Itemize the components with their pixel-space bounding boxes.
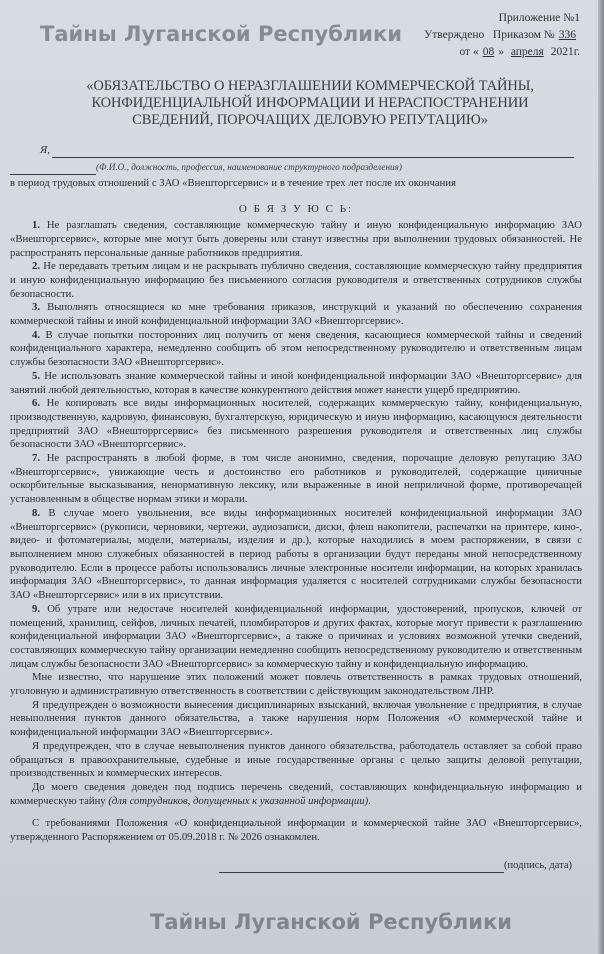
obligation-item [10, 452, 582, 507]
fio-line [10, 161, 582, 175]
appendix-label: Приложение №1 [498, 12, 580, 24]
warned-employer-paragraph: Я предупрежден, что в случае невыполнения пунктов данного обязательства, работодатель оставляет за собой право обращаться в правоохранительные, судебные и иные государственные органы с целью защиты деловой репутации, производственных и коммерческих интересов. [10, 739, 582, 780]
approval-block [424, 10, 580, 61]
signature-row [10, 858, 582, 873]
obligation-item [10, 507, 582, 603]
approval-date-line [424, 44, 580, 61]
obligation-text: В случае попытки посторонних лиц получить от меня сведения, касающиеся коммерческой тайны и сведений конфиденциального характера, немедленно сообщить об этом непосредственному руководителю и ответственным лицам службы безопасности ЗАО «Внешторгсервис». [10, 328, 583, 369]
obligation-item [10, 397, 582, 452]
informed-end: . [368, 794, 371, 807]
title-line-2: КОНФИДЕНЦИАЛЬНОЙ ИНФОРМАЦИИ И НЕРАСПОСТРАНЕНИИ [91, 95, 529, 111]
obligation-number: 7. [32, 452, 41, 465]
document-body [10, 143, 582, 873]
ya-label: Я, [40, 144, 50, 157]
acquainted-paragraph: С требованиями Положения «О конфиденциальной информации и коммерческой тайне ЗАО «Внешторгсервис», утвержденного Распоряжением от 05.09.2018 г. № 2026 ознакомлен. [10, 817, 582, 844]
approved-label: Утверждено [424, 29, 485, 41]
title-line-1: «ОБЯЗАТЕЛЬСТВО О НЕРАЗГЛАШЕНИИ КОММЕРЧЕСКОЙ ТАЙНЫ, [86, 78, 534, 94]
obligation-text: Не передавать третьим лицам и не раскрывать публично сведения, составляющие коммерческую тайну предприятия и иную конфиденциальную информацию без письменного согласия руководителя и ответственных сотрудников службы безопасности. [10, 260, 583, 300]
watermark-top: Тайны Луганской Республики [40, 22, 402, 46]
obliges-heading: О Б Я З У Ю С Ь: [238, 203, 354, 216]
liability-paragraph: Мне известно, что нарушение этих положений может повлечь ответственность в рамках трудовых отношений, уголовную и административную ответственность в соответствии с действующим законодательством ЛНР. [10, 671, 582, 698]
obligation-item [10, 301, 582, 328]
fio-hint: (Ф.И.О., должность, профессия, наименование структурного подразделения) [96, 162, 402, 172]
obligation-number: 1. [32, 219, 41, 232]
period-text: в период трудовых отношений с ЗАО «Внешторгсервис» и в течение трех лет после их окончания [10, 176, 456, 189]
date-year: 2021г. [550, 46, 580, 58]
signature-blank-field[interactable] [219, 858, 504, 873]
order-number: 336 [558, 29, 576, 41]
date-month: апреля [510, 46, 544, 58]
obligation-number: 5. [32, 369, 41, 382]
signature-hint: (подпись, дата) [504, 860, 572, 872]
watermark-bottom: Тайны Луганской Республики [150, 910, 512, 934]
document-title [40, 78, 580, 129]
obligations-list [10, 219, 582, 671]
obligation-text: Не распространять в любой форме, в том числе анонимно, сведения, порочащие деловую репутацию ЗАО «Внешторгсервис», унижающие честь и достоинство его работников и руководителей, содержащие циничные оскорбительные высказывания, ненормативную лексику, или выраженные в иной неприличной форме, противоречащей установленным в обществе нормам этики и морали. [10, 452, 583, 506]
obligation-text: Не разглашать сведения, составляющие коммерческую тайну и иную конфиденциальную информацию ЗАО «Внешторгсервис», которые мне могут быть доверены или станут известны при выполнении трудовых обязанностей. Не распространять персональные данные работников предприятия. [10, 219, 582, 259]
order-label: Приказом № [492, 29, 555, 41]
informed-paragraph [10, 781, 582, 808]
obligation-number: 6. [32, 397, 41, 410]
obligation-item [10, 329, 582, 370]
obligation-item [10, 370, 582, 397]
obligation-number: 2. [32, 260, 41, 273]
obligation-number: 8. [32, 506, 41, 519]
date-mid: » [498, 46, 504, 58]
name-line [40, 143, 582, 158]
informed-italic: (для сотрудников, допущенных к указанной информации) [108, 794, 369, 807]
name-blank-field[interactable] [52, 147, 574, 158]
informed-main: До моего сведения доведен под подпись перечень сведений, составляющих конфиденциальную информацию и коммерческую тайну [10, 780, 582, 807]
obligation-text: Выполнять относящиеся ко мне требования приказов, инструкций и указаний по обеспечению сохранения коммерческой тайны и иной конфиденциальной информации ЗАО «Внешторгсервис». [10, 301, 583, 328]
page-edge-shadow [598, 0, 604, 954]
date-day: 08 [482, 46, 495, 58]
title-line-3: СВЕДЕНИЙ, ПОРОЧАЩИХ ДЕЛОВУЮ РЕПУТАЦИЮ» [132, 112, 488, 128]
obligation-text: Об утрате или недостаче носителей конфиденциальной информации, удостоверений, пропусков, ключей от помещений, хранилищ, сейфов, личных печатей, пломбираторов и других фактах, которые могут привести к разглашению конфиденциальной информации ЗАО «Внешторгсервис», а также о причинах и условиях возможной утечки сведений, составляющих коммерческую тайну организации немедленно сообщить непосредственному руководителю и ответственным лицам службы безопасности ЗАО «Внешторгсервис» за коммерческую тайну и конфиденциальную информацию. [10, 602, 583, 670]
obligation-text: В случае моего увольнения, все виды информационных носителей конфиденциальной информации ЗАО «Внешторгсервис» (рукописи, черновики, чертежи, аудиозаписи, диски, флеш накопители, распечатки на принтере, кино-, видео- и фотоматериалы, модели, материалы, изделия и др.), которые находились в моем распоряжении, в связи с выполнением мною служебных обязанностей в период работы в организации будут переданы мной непосредственному руководителю. Если в процессе работы использовались личные электронные носители информации, на которых хранилась информация ЗАО «Внешторгсервис», то данная информация удаляется с носителей сотрудниками службы безопасности ЗАО «Внешторгсервис» или в их присутствии. [10, 506, 582, 602]
obligation-number: 4. [32, 328, 41, 341]
warned-discipline-paragraph: Я предупрежден о возможности вынесения дисциплинарных взысканий, включая увольнение с предприятия, в случае невыполнения пунктов данного обязательства, а также нарушения норм Положения «О коммерческой тайне и конфиденциальной информации ЗАО «Внешторгсервис». [10, 698, 582, 739]
obligation-item [10, 603, 582, 672]
approval-order-line [424, 27, 580, 44]
obligation-number: 3. [32, 301, 41, 314]
obligation-item [10, 219, 582, 260]
obligation-text: Не использовать знание коммерческой тайны и иной конфиденциальной информации ЗАО «Внешторгсервис» для занятий любой деятельностью, которая в качестве конкурентного действия может нанести ущерб предприятию. [10, 369, 582, 396]
obligation-item [10, 260, 582, 301]
position-blank-field[interactable] [10, 165, 96, 175]
date-prefix: от « [459, 46, 479, 58]
obligation-number: 9. [32, 602, 41, 615]
obligation-text: Не копировать все виды информационных носителей, содержащих коммерческую тайну, конфиденциальную, производственную, кадровую, финансовую, бухгалтерскую, юридическую и иную информацию, касающуюся деятельности предприятий ЗАО «Внешторргсервис» без письменного разрешения руководителя и ответственных лиц службы безопасности ЗАО «Внешторгсервис». [10, 397, 583, 451]
